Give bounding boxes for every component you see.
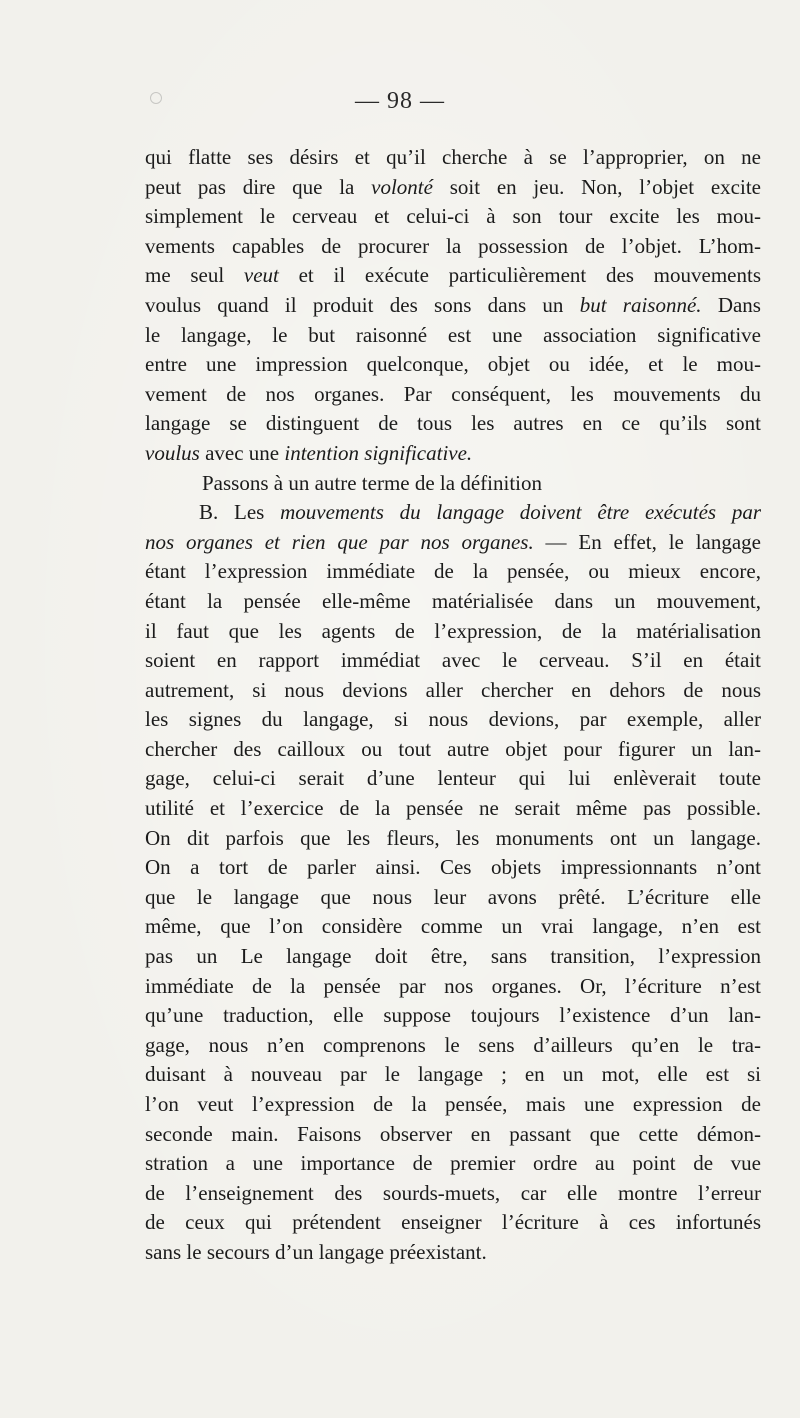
- text-run: gage, celui-ci serait d’une lenteur qui lui enlèverait toute: [145, 766, 761, 791]
- text-line: [145, 587, 761, 617]
- text-run: l’on veut l’expression de la pensée, mais une expression de: [145, 1092, 761, 1116]
- text-line: [145, 705, 761, 735]
- text-run: autrement, si nous devions aller chercher en dehors de nous: [145, 677, 761, 702]
- text-run: duisant à nouveau par le langage ; en un mot, elle est si: [145, 1062, 761, 1087]
- text-run: langage se distinguent de tous les autres en ce qu’ils sont: [145, 411, 761, 436]
- text-run: seconde main. Faisons observer en passant que cette démon-: [145, 1121, 761, 1146]
- text-line: [145, 143, 761, 173]
- italic-run: mouvements du langage doivent être exécutés par: [280, 500, 761, 525]
- text-line: [145, 617, 761, 647]
- text-line: [145, 972, 761, 1002]
- text-run: le langage, le but raisonné est une association significative: [145, 322, 761, 347]
- text-run: avec une: [199, 440, 285, 465]
- text-line: [145, 883, 761, 913]
- text-run: gage, nous n’en comprenons le sens d’ailleurs qu’en le tra-: [145, 1032, 761, 1057]
- body-text: [145, 143, 761, 1268]
- text-run: stration a une importance de premier ordre au point de vue: [145, 1151, 761, 1176]
- text-run: B. Les: [199, 500, 281, 525]
- text-line: [145, 528, 761, 558]
- text-run: On dit parfois que les fleurs, les monuments ont un langage.: [145, 825, 761, 850]
- text-run: chercher des cailloux ou tout autre objet pour figurer un lan-: [145, 736, 761, 761]
- text-run: peut pas dire que la: [145, 174, 372, 199]
- text-run: entre une impression quelconque, objet ou idée, et le mou-: [145, 352, 761, 377]
- text-run: pas un Le langage doit être, sans transition, l’expression: [145, 944, 761, 969]
- text-run: vements capables de procurer la possession de l’objet. L’hom-: [145, 233, 761, 258]
- text-run: il faut que les agents de l’expression, de la matérialisation: [145, 618, 761, 643]
- italic-run: intention significative.: [284, 440, 473, 465]
- text-run: On a tort de parler ainsi. Ces objets impressionnants n’ont: [145, 855, 761, 880]
- text-run: les signes du langage, si nous devions, par exemple, aller: [145, 707, 761, 732]
- text-line: [145, 291, 761, 321]
- text-line: [145, 261, 761, 291]
- text-run: Dans: [701, 292, 761, 317]
- text-run: que le langage que nous leur avons prêté. L’écriture elle: [145, 884, 761, 909]
- text-line: [145, 173, 761, 203]
- text-run: sans le secours d’un langage préexistant.: [145, 1239, 487, 1264]
- text-line: [145, 646, 761, 676]
- text-run: voulus quand il produit des sons dans un: [145, 292, 580, 317]
- italic-run: veut: [243, 263, 279, 288]
- text-line: [145, 557, 761, 587]
- text-run: qu’une traduction, elle suppose toujours l’existence d’un lan-: [145, 1003, 761, 1028]
- text-line: [145, 321, 761, 351]
- text-line: [145, 350, 761, 380]
- text-line: [145, 1238, 761, 1268]
- text-run: soient en rapport immédiat avec le cerveau. S’il en était: [145, 648, 761, 673]
- text-run: même, que l’on considère comme un vrai langage, n’en est: [145, 914, 761, 939]
- text-line: [145, 1208, 761, 1238]
- italic-run: volonté: [371, 174, 433, 199]
- text-line: [145, 735, 761, 765]
- text-run: me seul: [145, 263, 244, 288]
- text-run: immédiate de la pensée par nos organes. Or, l’écriture n’est: [145, 973, 761, 998]
- text-line: [145, 1001, 761, 1031]
- text-line: [145, 202, 761, 232]
- italic-run: nos organes et rien que par nos organes.: [145, 529, 534, 554]
- text-line: [145, 764, 761, 794]
- text-line: [145, 824, 761, 854]
- text-line: [145, 1060, 761, 1090]
- text-run: et il exécute particulièrement des mouvements: [278, 263, 761, 288]
- text-run: utilité et l’exercice de la pensée ne serait même pas possible.: [145, 796, 761, 821]
- italic-run: voulus: [145, 440, 200, 465]
- text-line: [145, 1090, 761, 1120]
- text-run: étant la pensée elle-même matérialisée dans un mouvement,: [145, 588, 761, 613]
- text-run: qui flatte ses désirs et qu’il cherche à se l’approprier, on ne: [145, 145, 761, 169]
- text-run: — En effet, le langage: [533, 529, 761, 554]
- text-line: [145, 942, 761, 972]
- text-line: [145, 1031, 761, 1061]
- text-line: [145, 794, 761, 824]
- text-line: [145, 439, 761, 469]
- text-run: simplement le cerveau et celui-ci à son tour excite les mou-: [145, 204, 761, 229]
- text-line: [145, 1179, 761, 1209]
- text-line: [145, 912, 761, 942]
- text-line: [145, 232, 761, 262]
- text-run: de ceux qui prétendent enseigner l’écriture à ces infortunés: [145, 1210, 761, 1235]
- text-run: étant l’expression immédiate de la pensée, ou mieux encore,: [145, 559, 761, 584]
- text-run: Passons à un autre terme de la définition: [202, 470, 542, 495]
- text-run: vement de nos organes. Par conséquent, les mouvements du: [145, 381, 761, 406]
- text-line: [145, 409, 761, 439]
- text-line: [145, 380, 761, 410]
- page-number: — 98 —: [355, 88, 445, 114]
- text-line: [145, 1120, 761, 1150]
- text-line: [145, 1149, 761, 1179]
- text-line: [145, 676, 761, 706]
- text-run: soit en jeu. Non, l’objet excite: [432, 174, 761, 199]
- text-line: [145, 469, 761, 499]
- text-line: [145, 498, 761, 528]
- text-line: [145, 853, 761, 883]
- italic-run: but raisonné.: [579, 292, 702, 317]
- text-run: de l’enseignement des sourds-muets, car elle montre l’erreur: [145, 1180, 761, 1205]
